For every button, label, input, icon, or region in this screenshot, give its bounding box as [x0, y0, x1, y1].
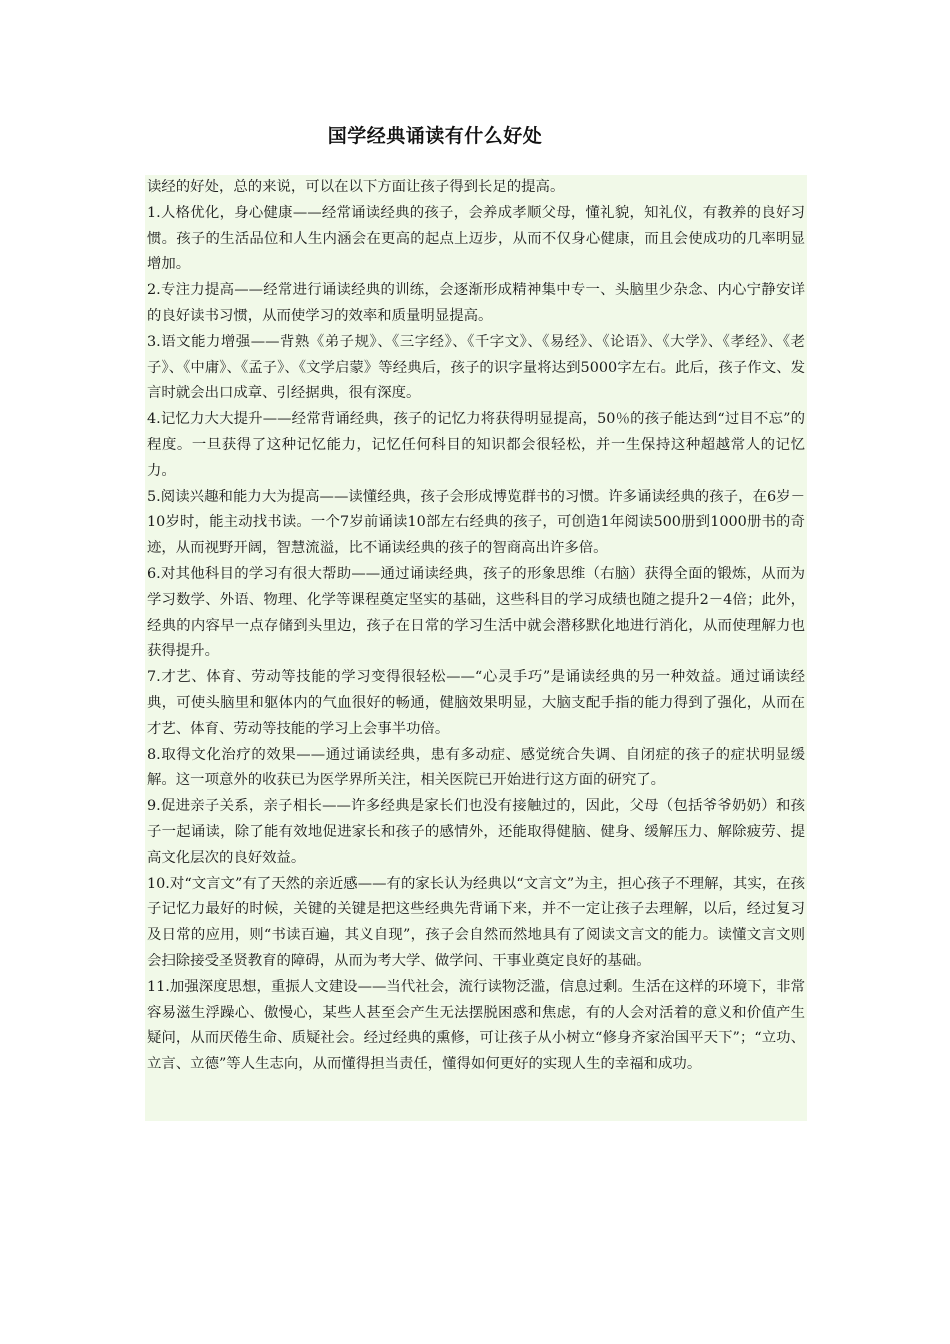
benefit-paragraph-3: 3.语文能力增强——背熟《弟子规》、《三字经》、《千字文》、《易经》、《论语》、《大学》、《孝经》、《老子》、《中庸》、《孟子》、《文学启蒙》等经典后，孩子的识字量将达到5000字左右。此后，孩子作文、发言时就会出口成章、引经据典，很有深度。 [147, 333, 805, 402]
benefit-paragraph-6: 6.对其他科目的学习有很大帮助——通过诵读经典，孩子的形象思维（右脑）获得全面的锻炼，从而为学习数学、外语、物理、化学等课程奠定坚实的基础，这些科目的学习成绩也随之提升2－4倍；此外，经典的内容早一点存储到头里边，孩子在日常的学习生活中就会潜移默化地进行消化，从而使理解力也获得提升。 [147, 565, 805, 660]
benefit-paragraph-7: 7.才艺、体育、劳动等技能的学习变得很轻松——“心灵手巧”是诵读经典的另一种效益。通过诵读经典，可使头脑里和躯体内的气血很好的畅通，健脑效果明显，大脑支配手指的能力得到了强化，从而在才艺、体育、劳动等技能的学习上会事半功倍。 [147, 669, 805, 737]
page-title: 国学经典诵读有什么好处 [327, 125, 543, 147]
benefit-paragraph-2: 2.专注力提高——经常进行诵读经典的训练，会逐渐形成精神集中专一、头脑里少杂念、内心宁静安详的良好读书习惯，从而使学习的效率和质量明显提高。 [147, 282, 805, 324]
benefit-paragraph-5: 5.阅读兴趣和能力大为提高——读懂经典，孩子会形成博览群书的习惯。许多诵读经典的孩子，在6岁－10岁时，能主动找书读。一个7岁前诵读10部左右经典的孩子，可创造1年阅读500册到1000册书的奇迹，从而视野开阔，智慧流溢，比不诵读经典的孩子的智商高出许多倍。 [147, 488, 805, 557]
benefit-paragraph-8: 8.取得文化治疗的效果——通过诵读经典，患有多动症、感觉统合失调、自闭症的孩子的症状明显缓解。这一项意外的收获已为医学界所关注，相关医院已开始进行这方面的研究了。 [147, 746, 805, 789]
article-body [145, 175, 807, 1121]
benefit-paragraph-10: 10.对“文言文”有了天然的亲近感——有的家长认为经典以“文言文”为主，担心孩子不理解，其实，在孩子记忆力最好的时候，关键的关键是把这些经典先背诵下来，并不一定让孩子去理解，以后，经过复习及日常的应用，则“书读百遍，其义自现”，孩子会自然而然地具有了阅读文言文的能力。读懂文言文则会扫除接受圣贤教育的障碍，从而为考大学、做学问、干事业奠定良好的基础。 [147, 875, 805, 969]
intro-paragraph: 读经的好处，总的来说，可以在以下方面让孩子得到长足的提高。 [147, 179, 565, 195]
benefit-paragraph-11: 11.加强深度思想，重振人文建设——当代社会，流行读物泛滥，信息过剩。生活在这样的环境下，非常容易滋生浮躁心、傲慢心，某些人甚至会产生无法摆脱困惑和焦虑，有的人会对活着的意义和价值产生疑问，从而厌倦生命、质疑社会。经过经典的熏修，可让孩子从小树立“修身齐家治国平天下”；“立功、立言、立德”等人生志向，从而懂得担当责任，懂得如何更好的实现人生的幸福和成功。 [147, 978, 805, 1073]
benefit-paragraph-9: 9.促进亲子关系，亲子相长——许多经典是家长们也没有接触过的，因此，父母（包括爷爷奶奶）和孩子一起诵读，除了能有效地促进家长和孩子的感情外，还能取得健脑、健身、缓解压力、解除疲劳、提高文化层次的良好效益。 [147, 798, 805, 866]
benefit-paragraph-1: 1.人格优化，身心健康——经常诵读经典的孩子，会养成孝顺父母，懂礼貌，知礼仪，有教养的良好习惯。孩子的生活品位和人生内涵会在更高的起点上迈步，从而不仅身心健康，而且会使成功的几率明显增加。 [147, 204, 805, 273]
benefit-paragraph-4: 4.记忆力大大提升——经常背诵经典，孩子的记忆力将获得明显提高，50％的孩子能达到“过目不忘”的程度。一旦获得了这种记忆能力，记忆任何科目的知识都会很轻松，并一生保持这种超越常人的记忆力。 [147, 411, 805, 479]
